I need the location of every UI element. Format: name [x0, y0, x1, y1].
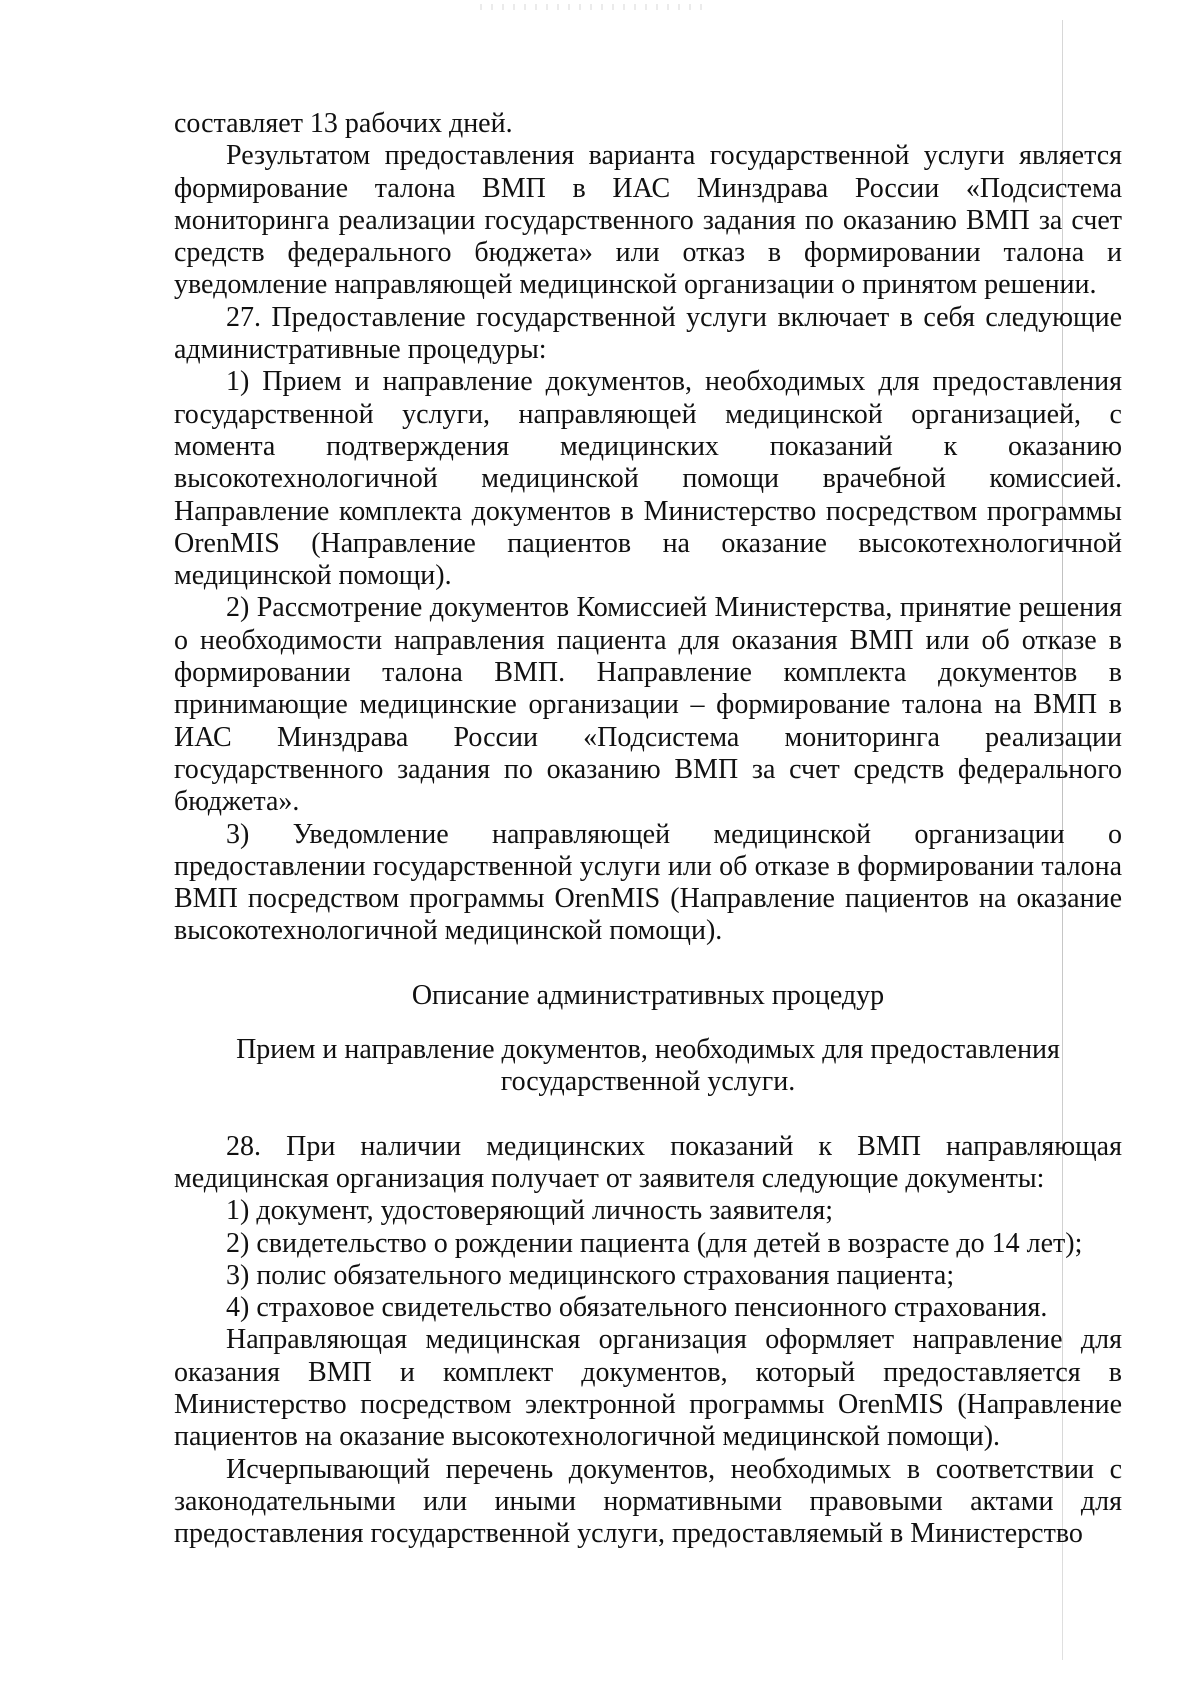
subsection-heading: Прием и направление документов, необходимых для предоставления государственной услуги.	[236, 1034, 1060, 1098]
paragraph-result: Результатом предоставления варианта государственной услуги является формирование талона ВМП в ИАС Минздрава России «Подсистема мониторинга реализации государственного задания по оказанию ВМП за счет средств федерального бюджета» или отказ в формировании талона и уведомление направляющей медицинской организации о принятом решении.	[174, 140, 1122, 301]
paragraph-referral: Направляющая медицинская организация оформляет направление для оказания ВМП и комплект документов, который предоставляется в Министерство посредством электронной программы OrenMIS (Направление пациентов на оказание высокотехнологичной медицинской помощи).	[174, 1324, 1122, 1453]
paragraph-continuation: составляет 13 рабочих дней.	[174, 108, 513, 139]
document-list-item-1: 1) документ, удостоверяющий личность заявителя;	[226, 1195, 833, 1227]
procedure-item-3: 3) Уведомление направляющей медицинской организации о предоставлении государственной услуги или об отказе в формировании талона ВМП посредством программы OrenMIS (Направление пациентов на оказание высокотехнологичной медицинской помощи).	[174, 818, 1122, 947]
document-list-item-2: 2) свидетельство о рождении пациента (для детей в возрасте до 14 лет);	[226, 1227, 1083, 1259]
paragraph-28: 28. При наличии медицинских показаний к ВМП направляющая медицинская организация получает от заявителя следующие документы:	[174, 1130, 1122, 1194]
section-heading: Описание административных процедур	[411, 979, 885, 1011]
document-list-item-3: 3) полис обязательного медицинского страхования пациента;	[226, 1259, 955, 1291]
paragraph-27: 27. Предоставление государственной услуги включает в себя следующие административные процедуры:	[174, 301, 1122, 366]
document-body	[174, 108, 1122, 1550]
scan-artifact	[480, 4, 710, 10]
paragraph-exhaustive-list: Исчерпывающий перечень документов, необходимых в соответствии с законодательными или иными нормативными правовыми актами для предоставления государственной услуги, предоставляемый в Министерство	[174, 1453, 1122, 1550]
document-list-item-4: 4) страховое свидетельство обязательного пенсионного страхования.	[226, 1292, 1048, 1324]
procedure-item-2: 2) Рассмотрение документов Комиссией Министерства, принятие решения о необходимости направления пациента для оказания ВМП или об отказе в формировании талона ВМП. Направление комплекта документов в принимающие медицинские организации – формирование талона на ВМП в ИАС Минздрава России «Подсистема мониторинга реализации государственного задания по оказанию ВМП за счет средств федерального бюджета».	[174, 592, 1122, 818]
procedure-item-1: 1) Прием и направление документов, необходимых для предоставления государственной услуги, направляющей медицинской организацией, с момента подтверждения медицинских показаний к оказанию высокотехнологичной медицинской помощи врачебной комиссией. Направление комплекта документов в Министерство посредством программы OrenMIS (Направление пациентов на оказание высокотехнологичной медицинской помощи).	[174, 366, 1122, 592]
